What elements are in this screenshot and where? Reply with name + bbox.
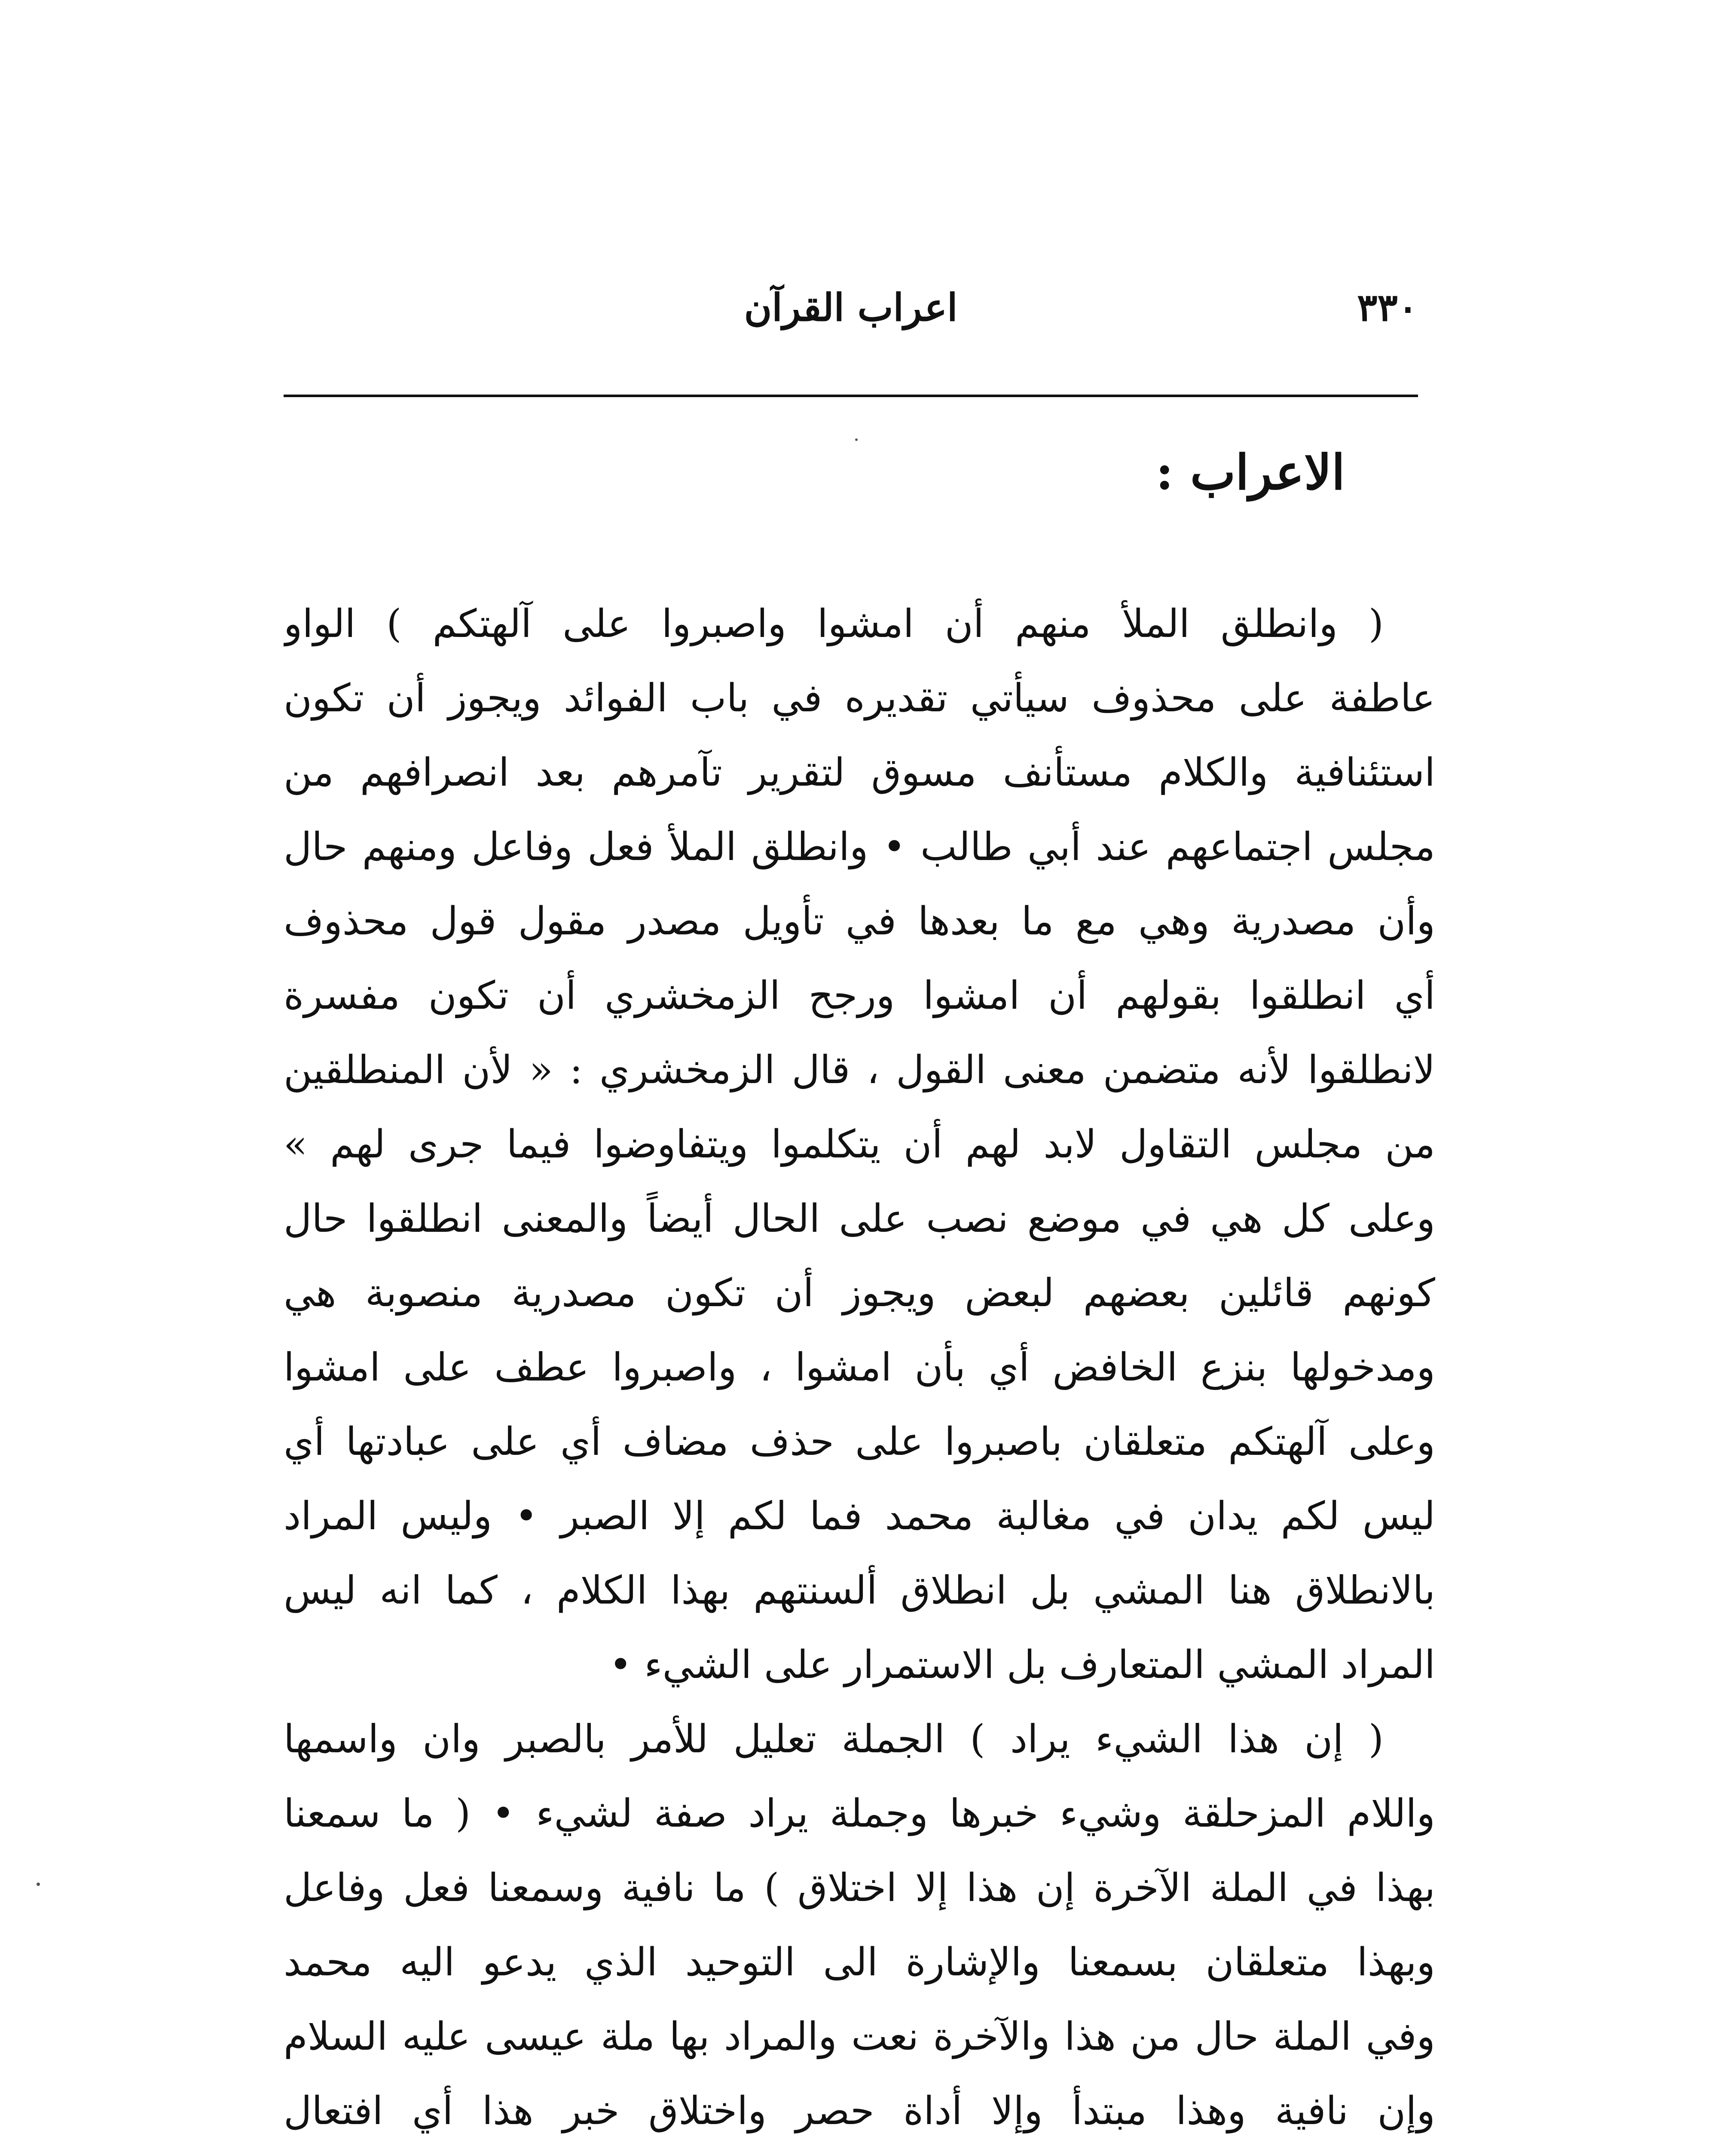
scan-speck [37, 1883, 40, 1886]
text-line: بهذا في الملة الآخرة إن هذا إلا اختلاق ) ما نافية وسمعنا فعل وفاعل [284, 1865, 1435, 1910]
text-line: أي انطلقوا بقولهم أن امشوا ورجح الزمخشري أن تكون مفسرة [284, 973, 1435, 1018]
section-heading: الاعراب : [1155, 444, 1345, 501]
text-line: من مجلس التقاول لابد لهم أن يتكلموا ويتفاوضوا فيما جرى لهم » [284, 1122, 1435, 1167]
header-divider [284, 395, 1418, 397]
text-line: عاطفة على محذوف سيأتي تقديره في باب الفوائد ويجوز أن تكون [284, 676, 1435, 721]
text-line: وبهذا متعلقان بسمعنا والإشارة الى التوحيد الذي يدعو اليه محمد [284, 1940, 1435, 1985]
text-line: مجلس اجتماعهم عند أبي طالب • وانطلق الملأ فعل وفاعل ومنهم حال [284, 824, 1435, 869]
text-line: كونهم قائلين بعضهم لبعض ويجوز أن تكون مصدرية منصوبة هي [284, 1270, 1435, 1316]
paragraph-1 [284, 587, 1435, 1702]
text-line: وإن نافية وهذا مبتدأ وإلا أداة حصر واختلاق خبر هذا أي افتعال [284, 2088, 1435, 2134]
text-line: ومدخولها بنزع الخافض أي بأن امشوا ، واصبروا عطف على امشوا [284, 1345, 1435, 1390]
text-line: واللام المزحلقة وشيء خبرها وجملة يراد صفة لشيء • ( ما سمعنا [284, 1791, 1435, 1836]
running-header [284, 279, 1418, 335]
scan-speck [855, 438, 858, 441]
text-line: وأن مصدرية وهي مع ما بعدها في تأويل مصدر مقول قول محذوف [284, 899, 1435, 944]
text-line: لانطلقوا لأنه متضمن معنى القول ، قال الزمخشري : « لأن المنطلقين [284, 1047, 1435, 1093]
text-line: بالانطلاق هنا المشي بل انطلاق ألسنتهم بهذا الكلام ، كما انه ليس [284, 1568, 1435, 1613]
paragraph-2 [284, 1702, 1435, 2149]
text-line: المراد المشي المتعارف بل الاستمرار على الشيء • [609, 1642, 1435, 1687]
text-line: ليس لكم يدان في مغالبة محمد فما لكم إلا الصبر • وليس المراد [284, 1494, 1435, 1539]
running-title: اعراب القرآن [744, 285, 958, 330]
text-line: استئنافية والكلام مستأنف مسوق لتقرير تآمرهم بعد انصرافهم من [284, 750, 1435, 795]
text-line: ( إن هذا الشيء يراد ) الجملة تعليل للأمر بالصبر وان واسمها [284, 1717, 1384, 1762]
text-line: ( وانطلق الملأ منهم أن امشوا واصبروا على آلهتكم ) الواو [284, 601, 1384, 646]
text-line: وعلى كل هي في موضع نصب على الحال أيضاً والمعنى انطلقوا حال [284, 1196, 1435, 1241]
text-line: وعلى آلهتكم متعلقان باصبروا على حذف مضاف أي على عبادتها أي [284, 1419, 1435, 1464]
text-line: وفي الملة حال من هذا والآخرة نعت والمراد بها ملة عيسى عليه السلام [284, 2014, 1435, 2059]
page-number: ٣٣٠ [1357, 285, 1418, 330]
